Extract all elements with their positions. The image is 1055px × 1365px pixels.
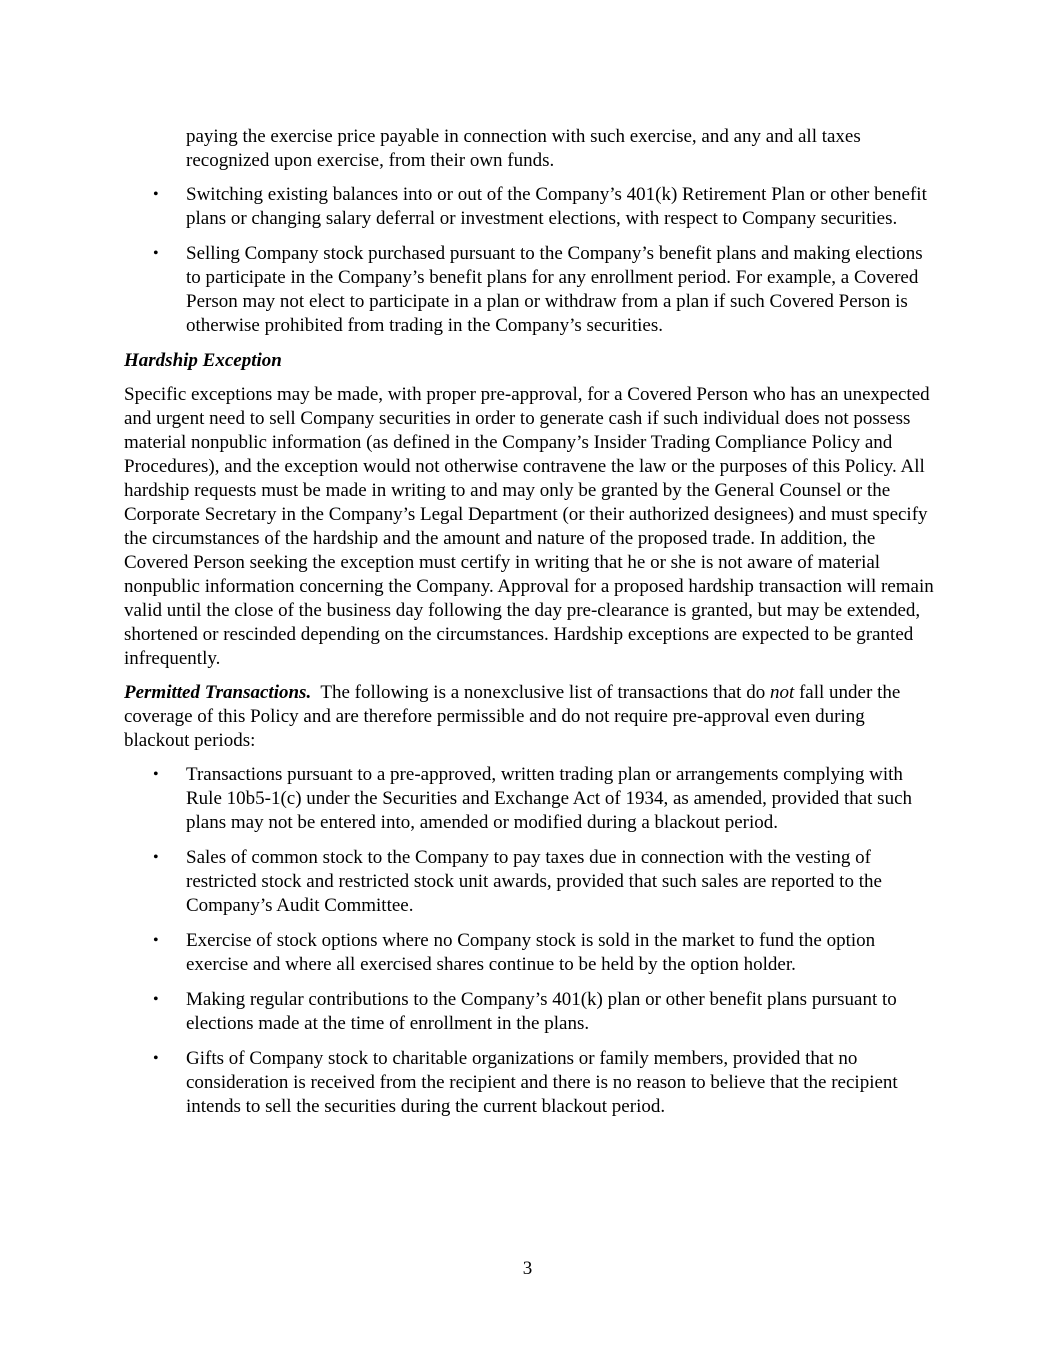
bullet-icon: • <box>153 186 159 203</box>
permitted-heading-period: . <box>306 682 312 703</box>
list-item-text: Selling Company stock purchased pursuant to the Company’s benefit plans and making elections to participate in the Company’s benefit plans for any enrollment period. For example, a Covered Person may not elect to participate in a plan or withdraw from a plan if such Covered Person is otherwise prohibited from trading in the Company’s securities. <box>186 243 923 336</box>
list-item-text: Transactions pursuant to a pre-approved, written trading plan or arrangements complying with Rule 10b5-1(c) under the Securities and Exchange Act of 1934, as amended, provided that such plans may not be entered into, amended or modified during a blackout period. <box>186 764 913 833</box>
continuation-paragraph: paying the exercise price payable in connection with such exercise, and any and all taxes recognized upon exercise, from their own funds. <box>186 126 861 171</box>
permitted-intro-paragraph <box>124 681 934 753</box>
list-item <box>124 183 934 231</box>
bullet-icon: • <box>153 932 159 949</box>
permitted-bullet-list <box>124 763 934 1119</box>
hardship-paragraph: Specific exceptions may be made, with proper pre-approval, for a Covered Person who has an unexpected and urgent need to sell Company securities in order to generate cash if such individual does not possess material nonpublic information (as defined in the Company’s Insider Trading Compliance Policy and Procedures), and the exception would not otherwise contravene the law or the purposes of this Policy. All hardship requests must be made in writing to and may only be granted by the General Counsel or the Corporate Secretary in the Company’s Legal Department (or their authorized designees) and must specify the circumstances of the hardship and the amount and nature of the proposed trade. In addition, the Covered Person seeking the exception must certify in writing that he or she is not aware of material nonpublic information concerning the Company. Approval for a proposed hardship transaction will remain valid until the close of the business day following the day pre-clearance is granted, but may be extended, shortened or rescinded depending on the circumstances. Hardship exceptions are expected to be granted infrequently. <box>124 384 934 669</box>
list-item-text: Gifts of Company stock to charitable organizations or family members, provided that no consideration is received from the recipient and there is no reason to believe that the recipient intends to sell the securities during the current blackout period. <box>186 1048 898 1117</box>
permitted-intro-emphasis: not <box>769 682 795 703</box>
page-number: 3 <box>522 1258 533 1279</box>
list-item-text: Switching existing balances into or out of the Company’s 401(k) Retirement Plan or other benefit plans or changing salary deferral or investment elections, with respect to Company securities. <box>186 184 927 229</box>
bullet-icon: • <box>153 849 159 866</box>
list-item <box>124 763 934 835</box>
bullet-icon: • <box>153 245 159 262</box>
permitted-intro-before: The following is a nonexclusive list of transactions that do <box>311 682 770 703</box>
hardship-heading: Hardship Exception <box>124 350 282 371</box>
list-item <box>124 988 934 1036</box>
bullet-icon: • <box>153 766 159 783</box>
list-item-text: Exercise of stock options where no Company stock is sold in the market to fund the option exercise and where all exercised shares continue to be held by the option holder. <box>186 930 876 975</box>
list-item <box>124 242 934 338</box>
bullet-icon: • <box>153 991 159 1008</box>
list-item <box>124 846 934 918</box>
top-bullet-list <box>124 183 934 338</box>
page-content <box>124 125 934 1130</box>
permitted-heading: Permitted Transactions <box>124 682 307 703</box>
list-item-text: Sales of common stock to the Company to pay taxes due in connection with the vesting of restricted stock and restricted stock unit awards, provided that such sales are reported to the Company’s Audit Committee. <box>186 847 882 916</box>
list-item <box>124 1047 934 1119</box>
list-item-text: Making regular contributions to the Company’s 401(k) plan or other benefit plans pursuant to elections made at the time of enrollment in the plans. <box>186 989 897 1034</box>
permitted-intro-after: fall under the coverage of this Policy and are therefore permissible and do not require pre-approval even during blackout periods: <box>124 682 901 751</box>
list-item <box>124 929 934 977</box>
bullet-icon: • <box>153 1050 159 1067</box>
